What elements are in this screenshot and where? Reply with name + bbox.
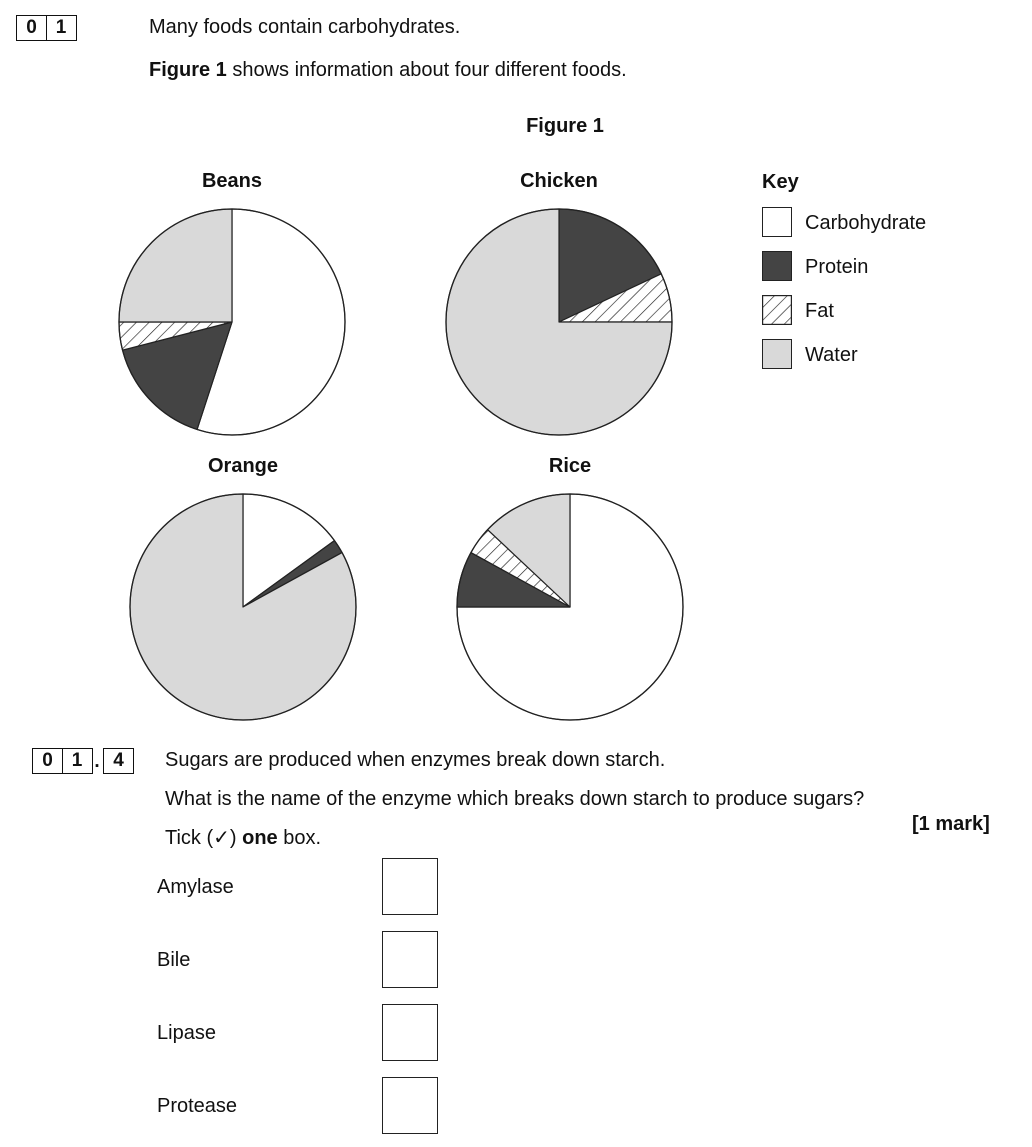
intro-text: Many foods contain carbohydrates. [149,16,461,38]
pie-title-chicken: Chicken [520,170,598,192]
marks-label: [1 mark] [912,813,990,835]
subquestion-digit: 1 [62,748,93,774]
tick-box-lipase[interactable] [382,1004,438,1061]
tick-box-amylase[interactable] [382,858,438,915]
tick-instruction-pre: Tick (✓) [165,827,243,849]
tick-box-protease[interactable] [382,1077,438,1134]
option-label-bile: Bile [157,949,191,971]
pie-title-orange: Orange [207,455,279,477]
tick-instruction-post: box. [277,827,322,849]
subquestion-number [32,748,133,774]
subquestion-digit: 0 [32,748,63,774]
option-label-lipase: Lipase [157,1022,216,1044]
pie-chicken [446,209,672,435]
tick-instruction [165,826,321,850]
key-label-water: Water [805,344,858,366]
key-swatch-protein [762,251,792,281]
pie-title-beans: Beans [201,170,263,192]
figure-reference-bold: Figure 1 [149,59,227,81]
pie-rice [457,494,683,720]
question-digit: 1 [46,15,77,41]
key-label-protein: Protein [805,256,869,278]
pie-beans [119,209,345,435]
subquestion-line2: What is the name of the enzyme which breaks down starch to produce sugars? [165,788,865,810]
question-digit: 0 [16,15,47,41]
figure-reference-rest: shows information about four different foods. [226,59,627,81]
key-title: Key [762,171,799,193]
figure-title: Figure 1 [526,115,604,137]
key-swatch-water [762,339,792,369]
option-label-protease: Protease [157,1095,238,1117]
subquestion-dot: . [94,751,100,772]
tick-box-bile[interactable] [382,931,438,988]
pie-title-rice: Rice [548,455,592,477]
subquestion-digit: 4 [103,748,134,774]
option-label-amylase: Amylase [157,876,234,898]
key-label-fat: Fat [805,300,834,322]
key-label-carbohydrate: Carbohydrate [805,212,927,234]
tick-instruction-bold: one [242,827,278,849]
key-swatch-carbohydrate [762,207,792,237]
subquestion-line1: Sugars are produced when enzymes break down starch. [165,749,666,771]
pie-orange [130,494,356,720]
key-swatch-fat [762,295,792,325]
pie-slice-beans-water [119,209,232,322]
